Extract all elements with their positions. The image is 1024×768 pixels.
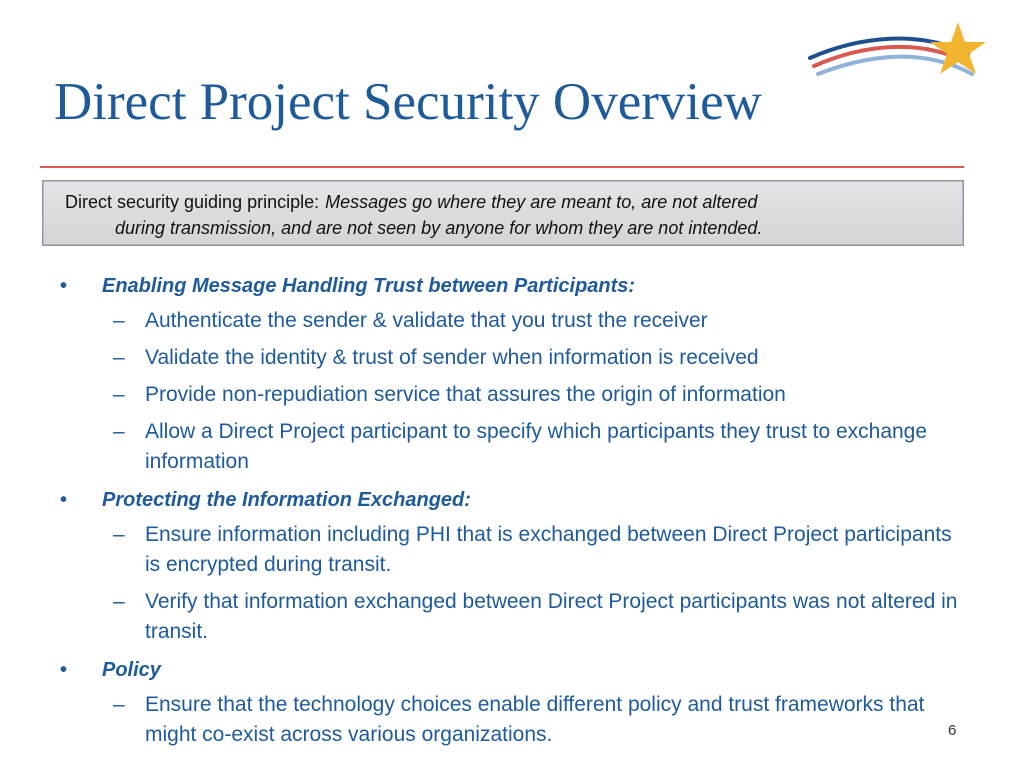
section-info-protection (0, 484, 1024, 647)
bullet-list (0, 270, 1024, 757)
dash-icon: – (113, 309, 125, 332)
dash-icon: – (113, 523, 125, 546)
dash-icon: – (113, 590, 125, 613)
section-message-trust (0, 270, 1024, 477)
page-number: 6 (948, 722, 957, 739)
sub-list (0, 690, 1024, 750)
section-heading: Enabling Message Handling Trust between Participants: (102, 275, 636, 297)
list-item: – Authenticate the sender & validate that you trust the receiver (0, 306, 1024, 336)
guiding-principle-box (42, 180, 964, 246)
list-item: – Verify that information exchanged between Direct Project participants was not altered in transit. (0, 587, 1024, 647)
sub-list (0, 306, 1024, 477)
list-item: – Provide non-repudiation service that assures the origin of information (0, 380, 1024, 410)
bullet-icon: • (60, 275, 68, 297)
dash-icon: – (113, 420, 125, 443)
sub-list (0, 520, 1024, 647)
dash-icon: – (113, 383, 125, 406)
list-item: – Ensure that the technology choices enable different policy and trust frameworks that might co-exist across various organizations. (0, 690, 1024, 750)
principle-lead: Direct security guiding principle: (65, 192, 320, 212)
swoosh-star-icon (800, 14, 1000, 104)
title-divider (40, 166, 964, 168)
section-heading: Policy (102, 659, 161, 681)
dash-icon: – (113, 346, 125, 369)
principle-text-line1: Messages go where they are meant to, are not altered (325, 192, 758, 212)
dash-icon: – (113, 693, 125, 716)
bullet-icon: • (60, 659, 68, 681)
principle-text-line2: during transmission, and are not seen by anyone for whom they are not intended. (115, 218, 763, 238)
list-item: – Ensure information including PHI that is exchanged between Direct Project participants is encrypted during transit. (0, 520, 1024, 580)
section-heading: Protecting the Information Exchanged: (102, 489, 471, 511)
list-item: – Validate the identity & trust of sender when information is received (0, 343, 1024, 373)
list-item: – Allow a Direct Project participant to specify which participants they trust to exchange information (0, 417, 1024, 477)
bullet-icon: • (60, 489, 68, 511)
slide-title: Direct Project Security Overview (54, 73, 762, 131)
section-policy (0, 654, 1024, 750)
